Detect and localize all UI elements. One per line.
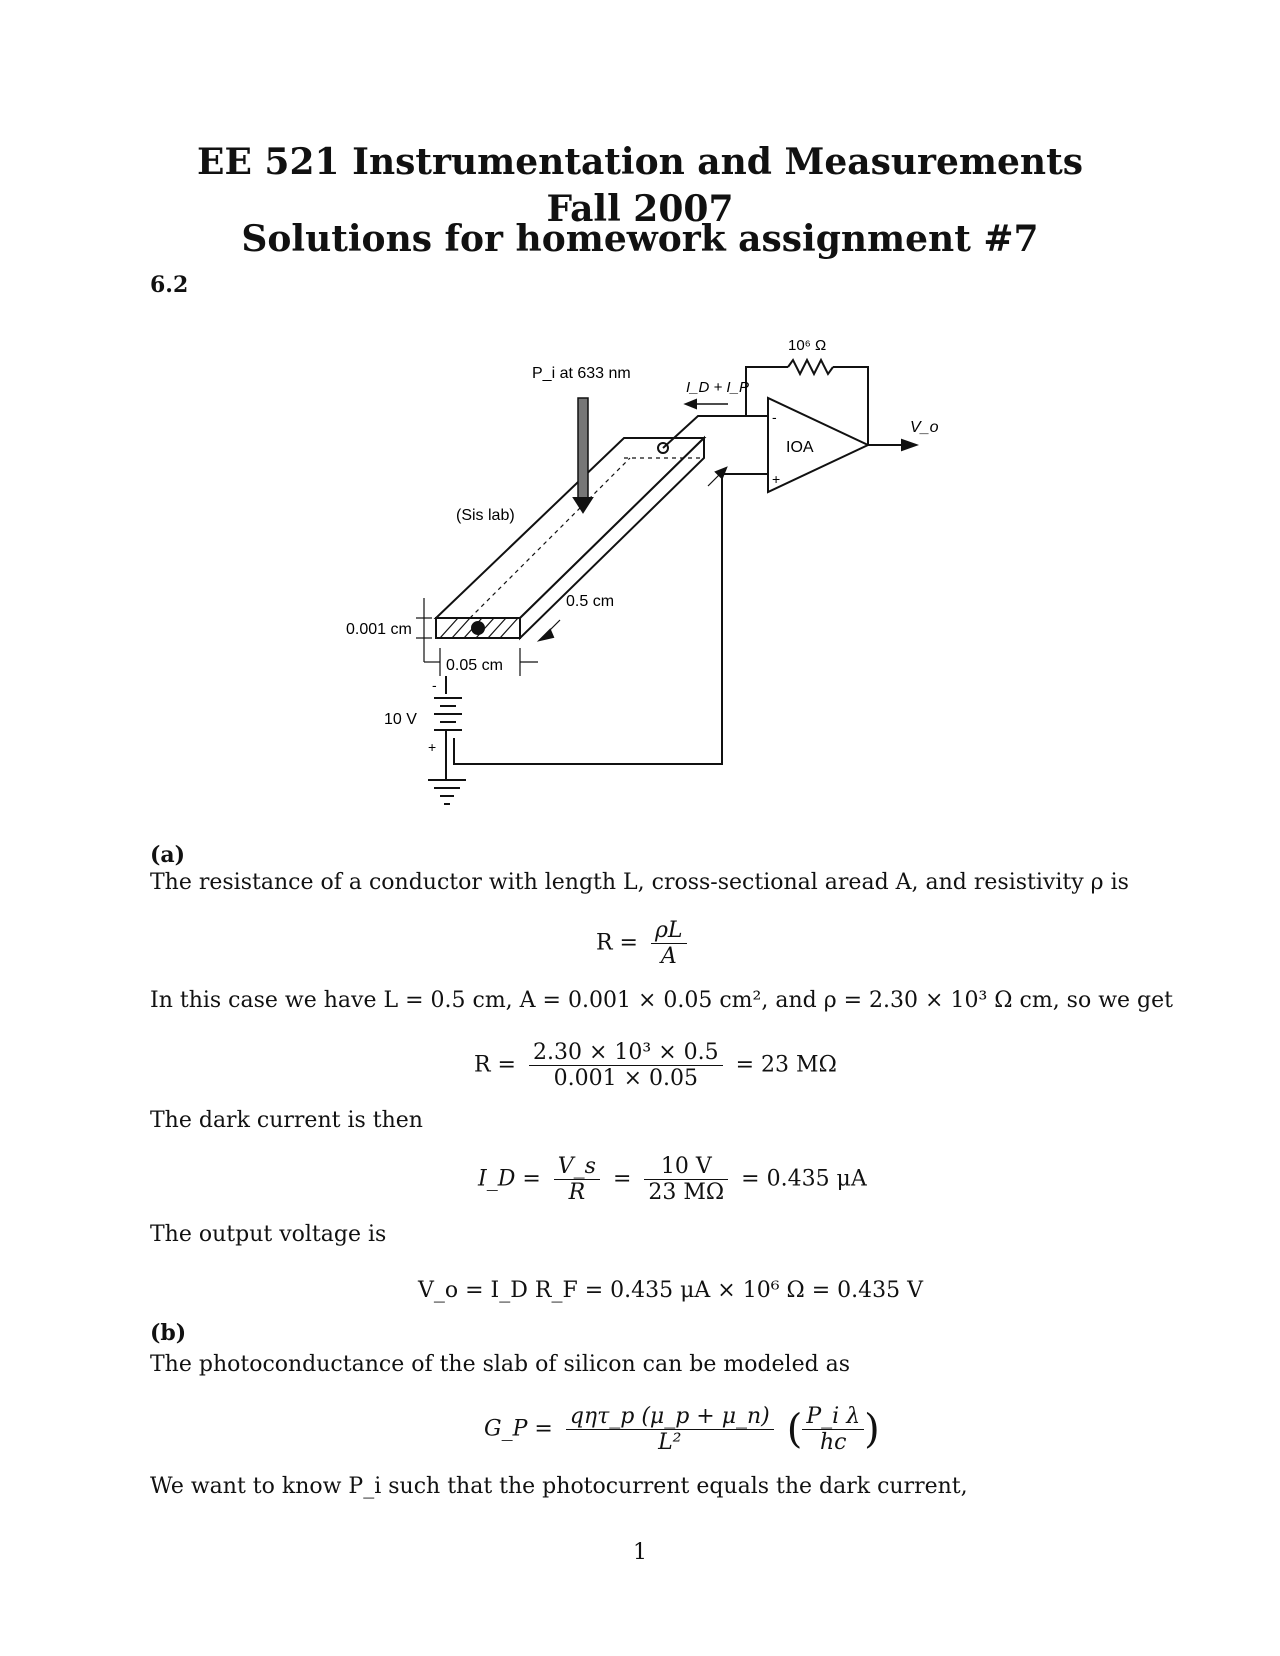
amp-label: IOA: [786, 439, 814, 456]
op-amp: [768, 398, 868, 492]
thickness-label: 0.001 cm: [346, 621, 412, 638]
resistor-label: 10⁶ Ω: [788, 337, 827, 354]
amp-plus: +: [772, 471, 781, 487]
page-number: 1: [633, 1540, 647, 1565]
feedback-resistor: [788, 360, 833, 374]
light-beam: [578, 398, 588, 498]
length-label: 0.5 cm: [566, 593, 615, 610]
output-label: V_o: [910, 419, 939, 436]
front-contact: [472, 622, 484, 634]
light-arrow: [574, 498, 592, 512]
battery: [434, 698, 462, 730]
equation-photoconductance: G_P = $\frac{\text{qητ\_p (μ\_p + μ\_n)}}{\text{L²}}$ ( $\frac{\text{P\_i λ}}{hc}$ ): [484, 1404, 880, 1455]
equation-output-voltage: V_o = I_D R_F = 0.435 μA × 10⁶ Ω = 0.435 V: [418, 1278, 924, 1303]
equation-dark-current: I_D = $\frac{V\_s}{R}$ = $\frac{10 V}{23 M\Omega}$ = 0.435 μA: [478, 1154, 867, 1205]
part-a-values: In this case we have L = 0.5 cm, A = 0.001 × 0.05 cm², and ρ = 2.30 × 10³ Ω cm, so we get: [150, 988, 1173, 1013]
wire-minus: [663, 416, 768, 448]
part-a-intro: The resistance of a conductor with length L, cross-sectional aread A, and resistivity ρ is: [150, 870, 1129, 895]
part-a-label: (a): [150, 842, 186, 868]
equation-resistance-numeric: R = $\frac{\text{2.30 × 10³ × 0.5}}{0.001 \times 0.05}$ = 23 MΩ: [474, 1040, 837, 1091]
width-label: 0.05 cm: [446, 657, 503, 674]
battery-plus: +: [428, 739, 437, 755]
battery-label: 10 V: [384, 711, 417, 728]
ground-symbol: [428, 780, 466, 804]
problem-number: 6.2: [150, 272, 189, 298]
light-label: P_i at 633 nm: [532, 365, 631, 382]
dark-current-text: The dark current is then: [150, 1108, 423, 1133]
part-b-label: (b): [150, 1320, 187, 1346]
part-b-closing: We want to know P_i such that the photocurrent equals the dark current,: [150, 1474, 968, 1499]
title-line-1: EE 521 Instrumentation and Measurements: [197, 141, 1083, 183]
title-line-3: Solutions for homework assignment #7: [241, 218, 1039, 260]
slab-top-face: [436, 438, 704, 618]
paren-right: ): [864, 1406, 880, 1453]
output-voltage-text: The output voltage is: [150, 1222, 387, 1247]
title-line-2: Fall 2007: [546, 188, 734, 230]
equation-resistance: R = $\frac{\rho L}{A}$: [596, 918, 693, 969]
paren-left: (: [786, 1406, 803, 1453]
battery-minus: -: [432, 677, 437, 693]
slab-label: (Sis lab): [456, 507, 515, 524]
part-b-intro: The photoconductance of the slab of silicon can be modeled as: [150, 1352, 851, 1377]
amp-minus: -: [772, 409, 777, 425]
current-label: I_D + I_P: [686, 379, 749, 396]
